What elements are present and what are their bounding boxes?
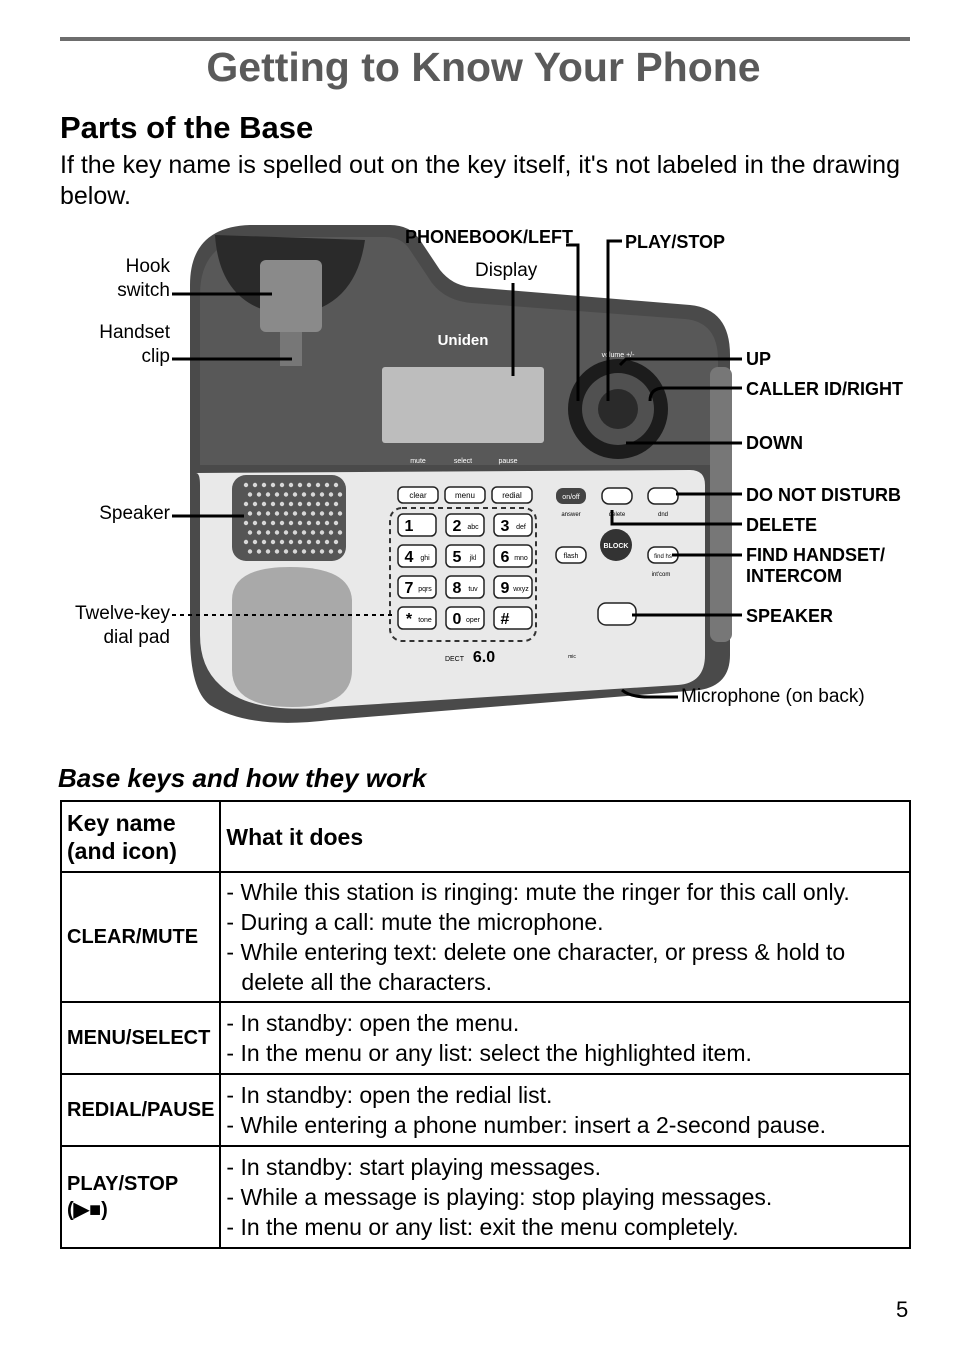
label-hook-switch	[117, 255, 170, 303]
table-row	[61, 1146, 910, 1248]
dialpad-letters: oper	[465, 617, 481, 624]
description-line: - During a call: mute the microphone.	[226, 909, 604, 935]
base-keys-table	[60, 800, 911, 1249]
speaker-hole	[253, 483, 257, 487]
speaker-hole	[334, 502, 338, 506]
table-title: Base keys and how they work	[58, 763, 427, 793]
speaker-hole	[320, 492, 324, 496]
label-microphone: Microphone (on back)	[681, 686, 865, 707]
speaker-hole	[334, 521, 338, 525]
speaker-hole	[284, 549, 288, 553]
speaker-hole	[316, 540, 320, 544]
label-play-stop: PLAY/STOP	[625, 232, 726, 252]
speaker-hole	[329, 530, 333, 534]
speaker-hole	[325, 502, 329, 506]
speaker-hole	[253, 521, 257, 525]
dialpad-digit: 1	[404, 518, 414, 535]
key-label: flash	[563, 553, 579, 560]
speaker-hole	[289, 521, 293, 525]
label-dial-pad-line1: Twelve-key	[74, 603, 170, 624]
speaker-hole	[280, 540, 284, 544]
play-stop-button-shape	[598, 389, 638, 429]
label-hook-switch-line2: switch	[117, 280, 170, 301]
speaker-hole	[271, 502, 275, 506]
speaker-hole	[275, 492, 279, 496]
key-label: clear	[409, 491, 427, 500]
top-rule	[60, 37, 910, 41]
label-dial-pad	[75, 602, 170, 650]
label-up: UP	[746, 349, 772, 369]
speaker-hole	[271, 483, 275, 487]
speaker-hole	[275, 549, 279, 553]
key-label: find hs	[654, 554, 672, 560]
softkey-label: pause	[498, 458, 518, 465]
label-handset-clip	[99, 321, 170, 369]
label-hook-switch-line1: Hook	[125, 256, 170, 277]
speaker-hole	[244, 502, 248, 506]
dialpad-digit: 2	[452, 518, 462, 535]
speaker-hole	[244, 521, 248, 525]
speaker-hole	[284, 530, 288, 534]
dialpad-digit: 4	[404, 549, 414, 566]
key-label: menu	[454, 491, 476, 500]
speaker-hole	[284, 511, 288, 515]
volume-label: volume +/-	[601, 352, 635, 359]
play-stop-icon: (▶■)	[67, 1199, 108, 1221]
speaker-hole	[275, 530, 279, 534]
speaker-hole	[248, 530, 252, 534]
key-name-cell	[61, 1146, 220, 1248]
speaker-hole	[280, 502, 284, 506]
label-do-not-disturb: DO NOT DISTURB	[746, 485, 901, 505]
speaker-hole	[257, 511, 261, 515]
dialpad-letters: abc	[467, 524, 479, 531]
description-line: - In standby: open the redial list.	[226, 1082, 553, 1108]
speaker-hole	[298, 483, 302, 487]
page-number: 5	[896, 1297, 909, 1322]
speaker-hole	[266, 511, 270, 515]
speaker-hole	[311, 511, 315, 515]
dect-logo: DECT	[444, 656, 464, 663]
dialpad-digit: *	[405, 611, 413, 628]
label-handset-clip-line1: Handset	[99, 322, 170, 343]
dialpad-letters: pqrs	[418, 586, 432, 593]
dialpad-digit: 3	[500, 518, 510, 535]
key-dnd	[648, 488, 678, 504]
dialpad-digit: 7	[404, 580, 414, 597]
speaker-hole	[275, 511, 279, 515]
speaker-hole	[329, 549, 333, 553]
label-find-handset-line1: FIND HANDSET/	[746, 545, 885, 565]
speaker-hole	[289, 502, 293, 506]
label-find-handset-line2: INTERCOM	[746, 566, 842, 586]
speaker-hole	[325, 483, 329, 487]
speaker-hole	[271, 521, 275, 525]
dialpad-letters: tone	[418, 617, 432, 624]
key-caption: int'com	[651, 572, 671, 578]
key-name: PLAY/STOP	[67, 1173, 179, 1195]
speaker-hole	[257, 530, 261, 534]
label-find-handset-intercom	[746, 545, 885, 587]
speaker-hole	[298, 502, 302, 506]
brand-logo: Uniden	[437, 332, 489, 349]
speaker-hole	[320, 549, 324, 553]
dialpad-digit: 6	[500, 549, 510, 566]
speaker-hole	[334, 483, 338, 487]
label-speaker-grille: Speaker	[99, 503, 170, 524]
key-name-cell	[61, 1002, 220, 1074]
phone-base-diagram	[0, 215, 954, 745]
speaker-hole	[262, 540, 266, 544]
speaker-hole	[293, 549, 297, 553]
page-title: Getting to Know Your Phone	[206, 44, 761, 90]
description-line: - While entering a phone number: insert a 2-second pause.	[226, 1112, 827, 1138]
key-name: REDIAL/PAUSE	[67, 1099, 215, 1121]
speaker-grille	[232, 475, 346, 561]
dialpad-letters: tuv	[468, 586, 478, 593]
speaker-hole	[262, 521, 266, 525]
speaker-hole	[289, 540, 293, 544]
table-row	[61, 1074, 910, 1146]
key-caption: delete	[608, 512, 626, 518]
label-speaker-key: SPEAKER	[746, 606, 834, 626]
speaker-hole	[311, 492, 315, 496]
speaker-hole	[244, 540, 248, 544]
header-what-it-does: What it does	[220, 801, 910, 872]
speaker-hole	[316, 521, 320, 525]
speaker-hole	[262, 483, 266, 487]
key-speaker	[598, 603, 636, 625]
dialpad-digit: 0	[452, 611, 462, 628]
speaker-hole	[248, 511, 252, 515]
dialpad-digit: 9	[500, 580, 510, 597]
speaker-hole	[325, 521, 329, 525]
speaker-hole	[266, 549, 270, 553]
description-cell	[220, 872, 910, 1002]
dialpad-letters: wxyz	[513, 586, 529, 593]
speaker-hole	[266, 530, 270, 534]
label-phonebook-left: PHONEBOOK/LEFT	[405, 227, 574, 247]
speaker-hole	[266, 492, 270, 496]
key-label: on/off	[562, 494, 580, 501]
header-key-name: Key name (and icon)	[61, 801, 220, 872]
speaker-hole	[338, 549, 342, 553]
speaker-hole	[248, 549, 252, 553]
mic-label: mic	[568, 654, 576, 660]
key-name-cell	[61, 1074, 220, 1146]
speaker-hole	[334, 540, 338, 544]
speaker-hole	[307, 540, 311, 544]
key-caption: answer	[561, 512, 581, 518]
label-dial-pad-line2: dial pad	[103, 627, 170, 648]
speaker-hole	[307, 483, 311, 487]
speaker-hole	[338, 530, 342, 534]
speaker-hole	[262, 502, 266, 506]
label-delete: DELETE	[746, 515, 818, 535]
speaker-hole	[298, 521, 302, 525]
dialpad-digit: 5	[452, 549, 462, 566]
speaker-hole	[338, 492, 342, 496]
table-header-row	[61, 801, 910, 872]
dialpad-letters: ghi	[420, 555, 430, 562]
label-display: Display	[475, 260, 538, 281]
description-line: - While this station is ringing: mute the ringer for this call only.	[226, 879, 850, 905]
softkey-label: select	[453, 458, 473, 465]
speaker-hole	[280, 483, 284, 487]
softkey-label: mute	[410, 458, 426, 465]
key-delete	[602, 488, 632, 504]
description-cell	[220, 1146, 910, 1248]
dialpad-digit: 8	[452, 580, 462, 597]
speaker-hole	[329, 511, 333, 515]
dialpad-digit: #	[500, 611, 510, 628]
speaker-hole	[302, 511, 306, 515]
block-label: BLOCK	[603, 543, 629, 550]
base-side-spine	[710, 367, 732, 642]
speaker-hole	[253, 502, 257, 506]
description-line: - While entering text: delete one character, or press & hold to delete all the characters.	[226, 939, 846, 995]
description-line: - In standby: open the menu.	[226, 1010, 520, 1036]
description-line: - In the menu or any list: exit the menu completely.	[226, 1214, 739, 1240]
key-caption: dnd	[657, 512, 669, 518]
speaker-hole	[271, 540, 275, 544]
key-name: MENU/SELECT	[67, 1027, 211, 1049]
speaker-hole	[298, 540, 302, 544]
description-cell	[220, 1074, 910, 1146]
table-row	[61, 872, 910, 1002]
speaker-hole	[338, 511, 342, 515]
description-line: - While a message is playing: stop playing messages.	[226, 1184, 773, 1210]
key-name: CLEAR/MUTE	[67, 926, 199, 948]
speaker-hole	[293, 530, 297, 534]
key-name-cell	[61, 872, 220, 1002]
label-down: DOWN	[746, 433, 803, 453]
speaker-hole	[253, 540, 257, 544]
speaker-hole	[293, 492, 297, 496]
dialpad-letters: def	[516, 524, 526, 531]
label-caller-id-right: CALLER ID/RIGHT	[746, 379, 903, 399]
display-screen	[382, 367, 544, 443]
description-line: - In the menu or any list: select the highlighted item.	[226, 1040, 752, 1066]
handset-rest	[232, 567, 352, 707]
speaker-hole	[311, 549, 315, 553]
speaker-hole	[248, 492, 252, 496]
table-row	[61, 1002, 910, 1074]
speaker-hole	[320, 511, 324, 515]
description-line: - In standby: start playing messages.	[226, 1154, 601, 1180]
key-label: redial	[502, 491, 522, 500]
label-handset-clip-line2: clip	[141, 346, 170, 367]
speaker-hole	[257, 492, 261, 496]
speaker-hole	[284, 492, 288, 496]
speaker-hole	[244, 483, 248, 487]
dect-version: 6.0	[472, 649, 496, 666]
speaker-hole	[302, 549, 306, 553]
speaker-hole	[302, 530, 306, 534]
description-cell	[220, 1002, 910, 1074]
speaker-hole	[257, 549, 261, 553]
speaker-hole	[316, 483, 320, 487]
speaker-hole	[280, 521, 284, 525]
speaker-hole	[307, 502, 311, 506]
speaker-hole	[289, 483, 293, 487]
speaker-hole	[307, 521, 311, 525]
dialpad-letters: mno	[514, 555, 528, 562]
speaker-hole	[320, 530, 324, 534]
speaker-hole	[329, 492, 333, 496]
speaker-hole	[311, 530, 315, 534]
speaker-hole	[316, 502, 320, 506]
dialpad-letters: jkl	[469, 555, 477, 562]
speaker-hole	[302, 492, 306, 496]
handset-clip-shape	[280, 332, 302, 366]
intro-text: If the key name is spelled out on the key itself, it's not labeled in the drawing below.	[60, 151, 900, 210]
speaker-hole	[293, 511, 297, 515]
section-title: Parts of the Base	[60, 110, 314, 145]
speaker-hole	[325, 540, 329, 544]
hook-switch-shape	[260, 260, 322, 332]
